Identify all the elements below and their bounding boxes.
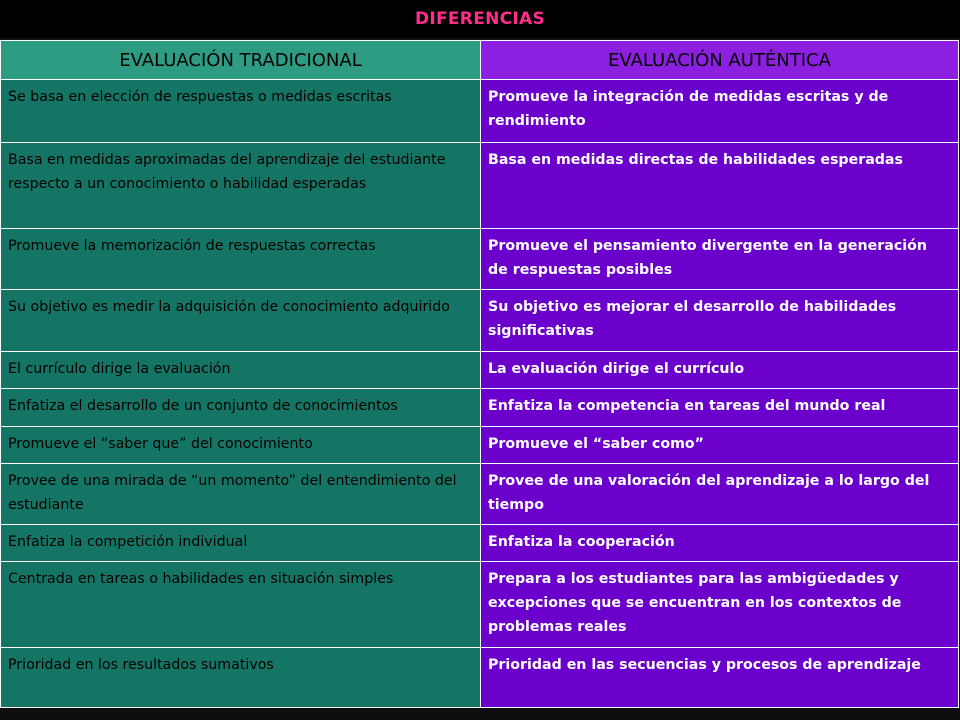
table-row [1,80,959,143]
cell-traditional: Enfatiza el desarrollo de un conjunto de conocimientos [1,389,481,427]
cell-authentic: Promueve el “saber como” [481,427,959,464]
table-row [1,525,959,562]
cell-authentic: Provee de una valoración del aprendizaje a lo largo del tiempo [481,464,959,525]
cell-authentic: Basa en medidas directas de habilidades esperadas [481,143,959,229]
cell-authentic: Prioridad en las secuencias y procesos de aprendizaje [481,648,959,708]
slide-title: DIFERENCIAS [414,9,546,29]
table-row [1,648,959,708]
table-row [1,562,959,648]
cell-authentic: Prepara a los estudiantes para las ambigüedades y excepciones que se encuentran en los contextos de problemas reales [481,562,959,648]
table-row [1,290,959,352]
cell-traditional: Se basa en elección de respuestas o medidas escritas [1,80,481,143]
cell-traditional: Centrada en tareas o habilidades en situación simples [1,562,481,648]
cell-authentic: Enfatiza la cooperación [481,525,959,562]
cell-authentic: Su objetivo es mejorar el desarrollo de habilidades significativas [481,290,959,352]
table-row [1,464,959,525]
cell-authentic: Promueve la integración de medidas escritas y de rendimiento [481,80,959,143]
cell-traditional: Enfatiza la competición individual [1,525,481,562]
header-authentic: EVALUACIÓN AUTÉNTICA [481,41,959,80]
header-row [1,41,959,80]
cell-authentic: Promueve el pensamiento divergente en la generación de respuestas posibles [481,229,959,290]
cell-traditional: Promueve la memorización de respuestas correctas [1,229,481,290]
cell-traditional: Basa en medidas aproximadas del aprendizaje del estudiante respecto a un conocimiento o habilidad esperadas [1,143,481,229]
table-row [1,352,959,389]
table-row [1,229,959,290]
title-bar [0,0,960,38]
cell-traditional: Prioridad en los resultados sumativos [1,648,481,708]
cell-authentic: La evaluación dirige el currículo [481,352,959,389]
cell-traditional: Promueve el “saber que” del conocimiento [1,427,481,464]
header-traditional: EVALUACIÓN TRADICIONAL [1,41,481,80]
comparison-table [0,40,959,708]
cell-traditional: Su objetivo es medir la adquisición de conocimiento adquirido [1,290,481,352]
cell-traditional: El currículo dirige la evaluación [1,352,481,389]
table-row [1,389,959,427]
table-row [1,427,959,464]
table-row [1,143,959,229]
cell-traditional: Provee de una mirada de “un momento” del entendimiento del estudiante [1,464,481,525]
cell-authentic: Enfatiza la competencia en tareas del mundo real [481,389,959,427]
